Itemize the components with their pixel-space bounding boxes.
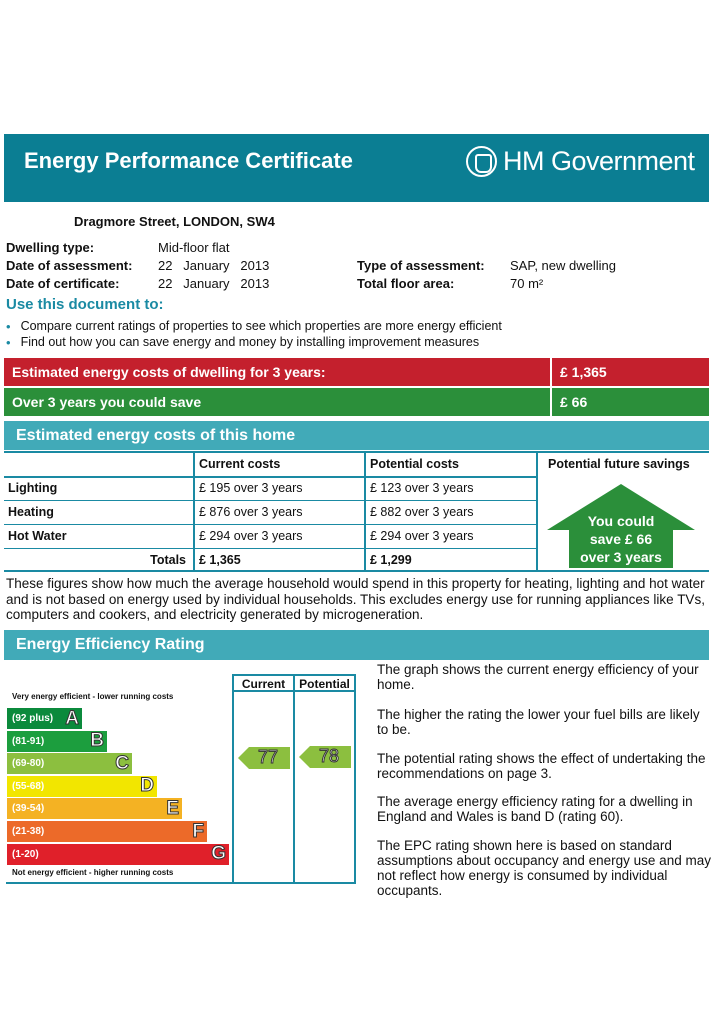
col-header-future-savings: Potential future savings (548, 457, 690, 471)
band-letter: D (140, 775, 154, 797)
certificate-date-value: 22 January 2013 (158, 276, 270, 291)
total-current: £ 1,365 (199, 553, 241, 567)
table-line (364, 451, 366, 572)
chart-col-potential: Potential (299, 677, 350, 691)
estimated-costs-label: Estimated energy costs of dwelling for 3 years: (12, 364, 326, 380)
savings-bar (4, 388, 550, 416)
use-bullet (6, 319, 502, 334)
table-line (4, 524, 538, 525)
costs-note: These figures show how much the average household would spend in this property for heating, lighting and hot water and is not based on energy used by individual households. This excludes energy use for running appliances like TVs, computers and cookers, and electricity generated by microgeneration. (6, 576, 705, 622)
chart-col-current: Current (241, 677, 286, 691)
rating-band-c (7, 753, 132, 774)
savings-label: Over 3 years you could save (12, 394, 202, 410)
heating-potential: £ 882 over 3 years (370, 505, 474, 519)
assessment-date-label: Date of assessment: (6, 258, 133, 273)
table-line (4, 570, 709, 572)
assessment-date-value: 22 January 2013 (158, 258, 270, 273)
savings-value: £ 66 (560, 394, 588, 410)
rating-explanation: The graph shows the current energy efficiency of your home. (377, 662, 699, 692)
lighting-current: £ 195 over 3 years (199, 481, 303, 495)
chart-line (293, 674, 295, 884)
table-line (4, 476, 538, 478)
savings-message-line: over 3 years (580, 549, 662, 565)
rating-explanation: The higher the rating the lower your fuel bills are likely to be. (377, 707, 700, 737)
table-line (4, 548, 538, 549)
rating-explanation: The EPC rating shown here is based on standard assumptions about occupancy and energy use and may not reflect how energy is consumed by individual occupants. (377, 838, 711, 898)
certificate-date-label: Date of certificate: (6, 276, 120, 291)
band-range: (55-68) (12, 780, 45, 792)
band-range: (39-54) (12, 803, 45, 815)
use-bullet-text: Find out how you can save energy and money by installing improvement measures (20, 335, 480, 349)
total-potential: £ 1,299 (370, 553, 412, 567)
hot-water-current: £ 294 over 3 years (199, 529, 303, 543)
rating-explanation: The potential rating shows the effect of undertaking the recommendations on page 3. (377, 751, 706, 781)
rating-band-d (7, 776, 157, 797)
property-address: Dragmore Street, LONDON, SW4 (74, 214, 275, 229)
estimated-costs-bar (4, 358, 550, 386)
heating-current: £ 876 over 3 years (199, 505, 303, 519)
gov-logo (466, 146, 695, 177)
col-header-potential: Potential costs (370, 457, 459, 471)
assessment-type-value: SAP, new dwelling (510, 258, 616, 273)
rating-band-g (7, 844, 229, 865)
band-letter: E (166, 797, 179, 819)
costs-section-heading: Estimated energy costs of this home (4, 421, 709, 450)
use-document-heading: Use this document to: (6, 296, 164, 313)
lighting-potential: £ 123 over 3 years (370, 481, 474, 495)
rating-band-e (7, 798, 182, 819)
table-line (536, 451, 538, 572)
rating-band-f (7, 821, 207, 842)
assessment-type-label: Type of assessment: (357, 258, 485, 273)
estimated-costs-value-bar (552, 358, 709, 386)
current-rating-value: 77 (257, 747, 279, 767)
rating-explanation: The average energy efficiency rating for a dwelling in England and Wales is band D (rating 60). (377, 794, 693, 824)
table-line (193, 451, 195, 572)
dwelling-type-label: Dwelling type: (6, 240, 95, 255)
top-caption: Very energy efficient - lower running costs (12, 692, 174, 701)
table-line (4, 500, 538, 501)
band-range: (81-91) (12, 735, 45, 747)
savings-message-line: You could (587, 513, 655, 529)
rating-band-a (7, 708, 82, 729)
table-line (4, 451, 709, 453)
use-bullet-text: Compare current ratings of properties to see which properties are more energy efficient (20, 319, 502, 333)
band-range: (69-80) (12, 758, 45, 770)
bullet-dot-icon: • (6, 335, 11, 350)
band-range: (92 plus) (12, 713, 54, 724)
band-range: (21-38) (12, 826, 45, 837)
band-letter: G (211, 843, 226, 865)
rating-section-heading: Energy Efficiency Rating (4, 630, 709, 660)
dwelling-type-value: Mid-floor flat (158, 240, 230, 255)
savings-value-bar (552, 388, 709, 416)
potential-rating-value: 78 (318, 746, 340, 766)
row-label-lighting: Lighting (8, 481, 58, 495)
bottom-caption: Not energy efficient - higher running costs (12, 868, 174, 877)
row-label-heating: Heating (8, 505, 54, 519)
gov-logo-text: HM Government (503, 146, 695, 176)
chart-line (232, 674, 234, 884)
savings-message (569, 512, 673, 566)
band-letter: A (65, 707, 79, 729)
royal-crest-icon (466, 146, 497, 177)
row-label-hot-water: Hot Water (8, 529, 67, 543)
chart-line (354, 674, 356, 884)
rating-band-b (7, 731, 107, 752)
chart-line (6, 882, 356, 884)
band-letter: B (90, 730, 104, 752)
bullet-dot-icon: • (6, 319, 11, 334)
hot-water-potential: £ 294 over 3 years (370, 529, 474, 543)
use-bullet (6, 335, 479, 350)
band-letter: C (115, 752, 129, 774)
band-letter: F (192, 820, 204, 842)
col-header-current: Current costs (199, 457, 281, 471)
totals-label: Totals (150, 553, 186, 567)
savings-message-line: save £ 66 (589, 531, 653, 547)
page-title: Energy Performance Certificate (24, 148, 353, 173)
estimated-costs-value: £ 1,365 (560, 364, 607, 380)
band-range: (1-20) (12, 848, 39, 860)
floor-area-label: Total floor area: (357, 276, 455, 291)
floor-area-value: 70 m² (510, 276, 544, 291)
